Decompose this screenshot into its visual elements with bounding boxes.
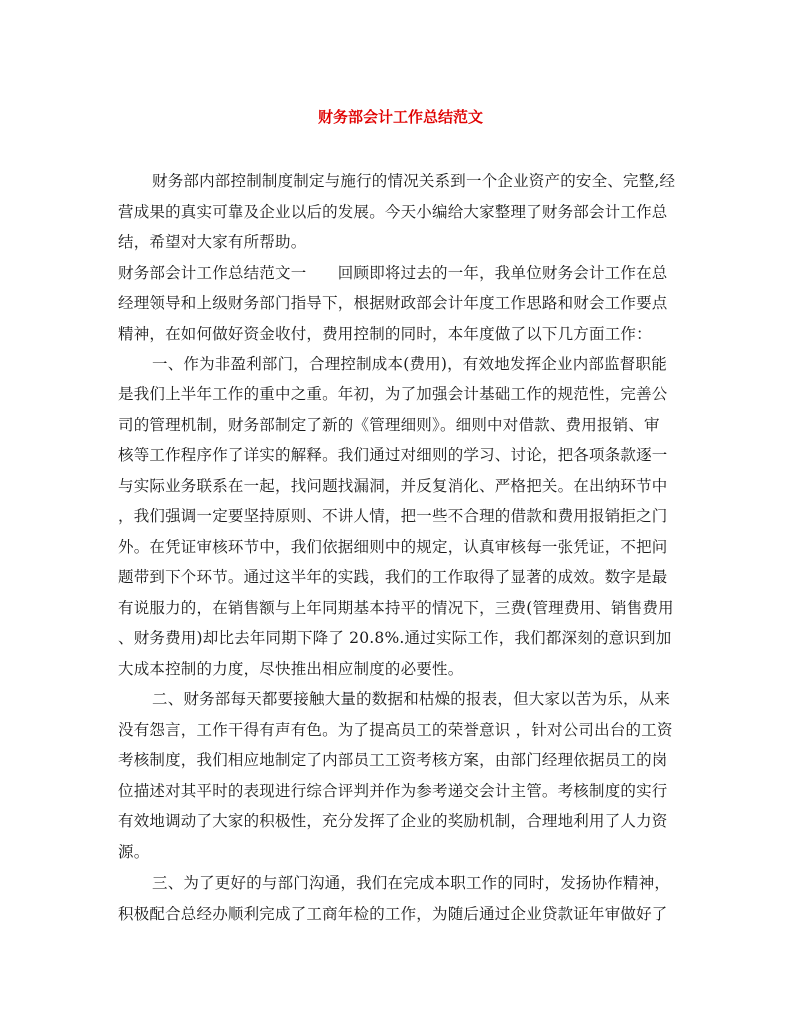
paragraph-line: 位描述对其平时的表现进行综合评判并作为参考递交会计主管。考核制度的实行 bbox=[118, 782, 668, 800]
paragraph-line: 三、为了更好的与部门沟通，我们在完成本职工作的同时，发扬协作精神， bbox=[152, 874, 671, 892]
paragraph-line: 核等工作程序作了详实的解释。我们通过对细则的学习、讨论，把各项条款逐一 bbox=[118, 446, 668, 464]
paragraph-line: ，我们强调一定要坚持原则、不讲人情，把一些不合理的借款和费用报销拒之门 bbox=[118, 507, 668, 525]
paragraph-line: 有效地调动了大家的积极性，充分发挥了企业的奖励机制，合理地利用了人力资 bbox=[118, 812, 668, 830]
paragraph-line: 源。 bbox=[118, 843, 150, 861]
paragraph-line: 结，希望对大家有所帮助。 bbox=[118, 233, 307, 251]
paragraph-line: 考核制度，我们相应地制定了内部员工工资考核方案，由部门经理依据员工的岗 bbox=[118, 751, 668, 769]
paragraph-line: 一、作为非盈利部门，合理控制成本(费用)，有效地发挥企业内部监督职能 bbox=[152, 355, 667, 373]
paragraph-line: 司的管理机制，财务部制定了新的《管理细则》。细则中对借款、费用报销、审 bbox=[118, 416, 660, 434]
document-title: 财务部会计工作总结范文 bbox=[317, 108, 483, 126]
paragraph-line: 营成果的真实可靠及企业以后的发展。今天小编给大家整理了财务部会计工作总 bbox=[118, 203, 668, 221]
paragraph-line: 经理领导和上级财务部门指导下，根据财政部会计年度工作思路和财会工作要点 bbox=[118, 294, 668, 312]
paragraph-line: 没有怨言，工作干得有声有色。为了提高员工的荣誉意识 ，针对公司出台的工资 bbox=[118, 721, 673, 739]
paragraph-line: 二、财务部每天都要接触大量的数据和枯燥的报表，但大家以苦为乐，从来 bbox=[152, 690, 671, 708]
paragraph-line: 大成本控制的力度，尽快推出相应制度的必要性。 bbox=[118, 660, 464, 678]
paragraph-line: 、财务费用)却比去年同期下降了 20.8%.通过实际工作，我们都深刻的意识到加 bbox=[118, 629, 672, 647]
paragraph-line: 题带到下个环节。通过这半年的实践，我们的工作取得了显著的成效。数字是最 bbox=[118, 568, 668, 586]
paragraph-line: 外。在凭证审核环节中，我们依据细则中的规定，认真审核每一张凭证，不把问 bbox=[118, 538, 668, 556]
paragraph-line: 积极配合总经办顺利完成了工商年检的工作，为随后通过企业贷款证年审做好了 bbox=[118, 905, 668, 923]
paragraph-line: 精神，在如何做好资金收付，费用控制的同时，本年度做了以下几方面工作： bbox=[118, 325, 652, 343]
paragraph-line: 与实际业务联系在一起，找问题找漏洞，并反复消化、严格把关。在出纳环节中 bbox=[118, 477, 668, 495]
paragraph-line: 财务部会计工作总结范文一 回顾即将过去的一年，我单位财务会计工作在总 bbox=[118, 264, 668, 282]
paragraph-line: 财务部内部控制制度制定与施行的情况关系到一个企业资产的安全、完整,经 bbox=[152, 172, 676, 190]
paragraph-line: 有说服力的，在销售额与上年同期基本持平的情况下，三费(管理费用、销售费用 bbox=[118, 599, 674, 617]
paragraph-line: 是我们上半年工作的重中之重。年初，为了加强会计基础工作的规范性，完善公 bbox=[118, 385, 668, 403]
